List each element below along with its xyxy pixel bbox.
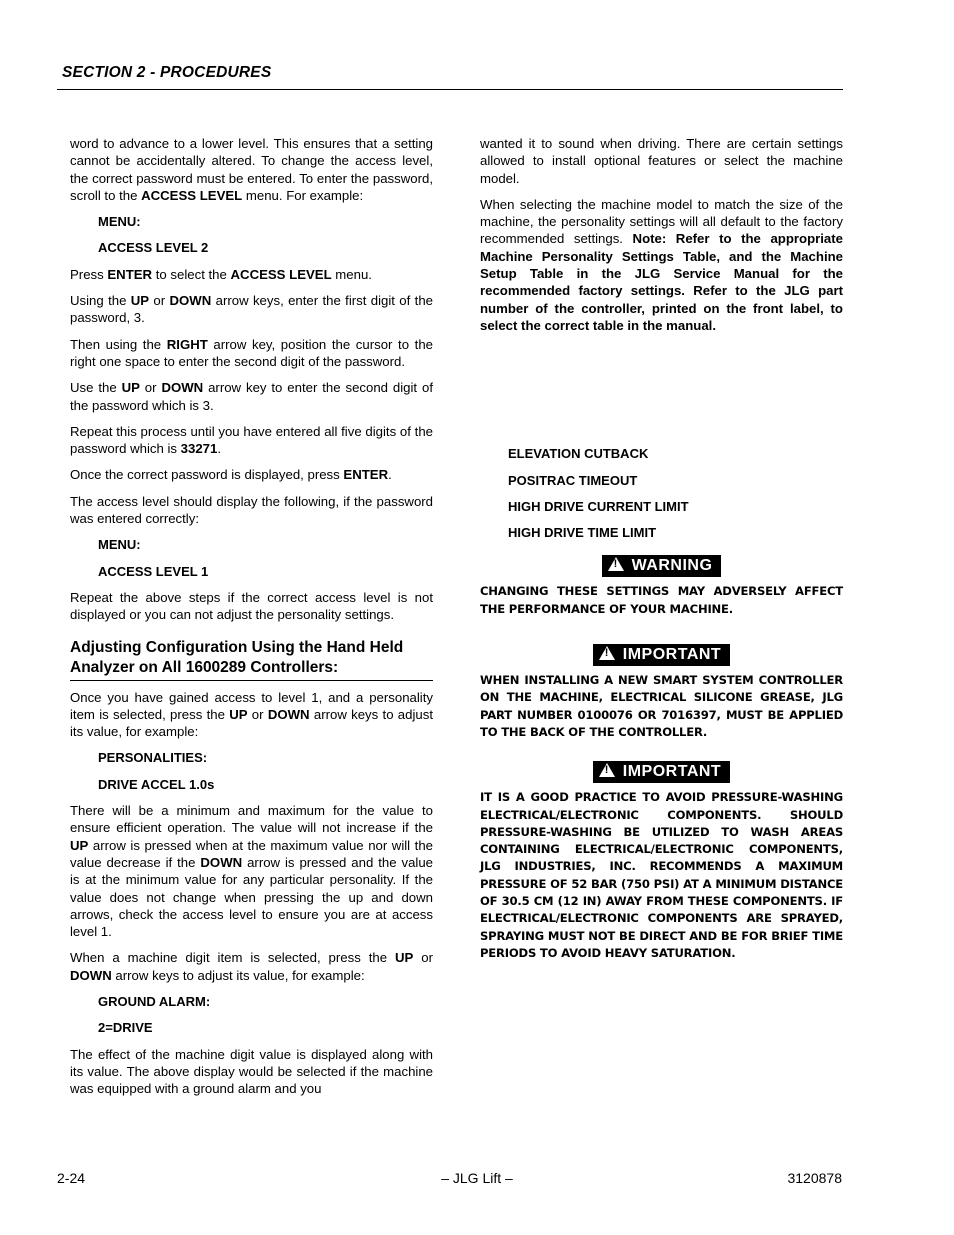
warning-triangle-icon (599, 763, 615, 777)
setting-item: POSITRAC TIMEOUT (508, 472, 638, 488)
section-header: SECTION 2 - PROCEDURES (62, 64, 272, 81)
paragraph: There will be a minimum and maximum for the value to ensure efficient operation. The value will not increase if the UP arrow is pressed when at the maximum value nor will the value decrease if the DOWN arrow is pressed and the value is at the minimum value for any particular personality. If the value does not change when pressing the up and down arrows, check the access level to ensure you are at access level 1. (70, 803, 433, 940)
paragraph: Then using the RIGHT arrow key, position the cursor to the right one space to enter the second digit of the password. (70, 336, 433, 369)
paragraph: Press ENTER to select the ACCESS LEVEL menu. (70, 266, 372, 282)
paragraph: The effect of the machine digit value is displayed along with its value. The above display would be selected if the machine was equipped with a ground alarm and you (70, 1046, 433, 1097)
paragraph: When a machine digit item is selected, press the UP or DOWN arrow keys to adjust its value, for example: (70, 950, 434, 983)
paragraph: wanted it to sound when driving. There are certain settings allowed to install optional features or select the machine model. (480, 136, 843, 186)
warning-triangle-icon (599, 646, 615, 660)
menu-line: ACCESS LEVEL 2 (98, 240, 209, 256)
paragraph: Once you have gained access to level 1, and a personality item is selected, press the UP or DOWN arrow keys to adjust its value, for example: (70, 689, 433, 740)
header-rule (57, 89, 843, 90)
warning-badge: !WARNING (602, 555, 722, 577)
menu-line: GROUND ALARM: (98, 993, 211, 1009)
important-badge: !IMPORTANT (593, 644, 730, 666)
menu-line: ACCESS LEVEL 1 (98, 563, 209, 579)
warning-text: CHANGING THESE SETTINGS MAY ADVERSELY AFFECT THE PERFORMANCE OF YOUR MACHINE. (480, 584, 843, 616)
paragraph: The access level should display the following, if the password was entered correctly: (70, 493, 433, 527)
paragraph: Using the UP or DOWN arrow keys, enter the first digit of the password, 3. (70, 293, 433, 326)
paragraph: word to advance to a lower level. This ensures that a setting cannot be accidentally altered. To change the access level, the correct password must be entered. To enter the password, scroll to the ACCESS LEVEL menu. For example: (70, 136, 433, 203)
menu-line: DRIVE ACCEL 1.0s (98, 776, 215, 792)
paragraph: Repeat this process until you have entered all five digits of the password which is 33271. (70, 423, 433, 457)
section-heading: Adjusting Configuration Using the Hand Held Analyzer on All 1600289 Controllers: (70, 638, 433, 681)
important-text: IT IS A GOOD PRACTICE TO AVOID PRESSURE-WASHING ELECTRICAL/ELECTRONIC COMPONENTS. SHOULD PRESSURE-WASHING BE UTILIZED TO WASH AREAS CONTAINING ELECTRICAL/ELECTRONIC COMPONENTS, JLG INDUSTRIES, INC. RECOMMENDS A MAXIMUM PRESSURE OF 52 BAR (750 PSI) AT A MINIMUM DISTANCE OF 30.5 CM (12 IN) AWAY FROM THESE COMPONENTS. IF ELECTRICAL/ELECTRONIC COMPONENTS ARE SPRAYED, SPRAYING MUST NOT BE DIRECT AND BE FOR BRIEF TIME PERIODS TO AVOID HEAVY SATURATION. (480, 790, 843, 960)
paragraph: Use the UP or DOWN arrow key to enter the second digit of the password which is 3. (70, 380, 433, 413)
blank-space (480, 343, 843, 445)
important-text: WHEN INSTALLING A NEW SMART SYSTEM CONTROLLER ON THE MACHINE, ELECTRICAL SILICONE GREASE, JLG PART NUMBER 0100076 OR 7016397, MUST BE APPLIED TO THE BACK OF THE CONTROLLER. (480, 673, 843, 739)
menu-line: MENU: (98, 214, 141, 230)
paragraph: When selecting the machine model to match the size of the machine, the personality settings will all default to the factory recommended settings. Note: Refer to the appropriate Machine Personality Settings Table, and the Machine Setup Table in the JLG Service Manual for the recommended factory settings. Refer to the JLG part number of the controller, printed on the front label, to select the correct table in the manual. (480, 196, 843, 333)
footer-title: – JLG Lift – (441, 1170, 513, 1186)
paragraph: Repeat the above steps if the correct access level is not displayed or you can not adjust the personality settings. (70, 589, 433, 623)
warning-triangle-icon (608, 557, 624, 571)
setting-item: HIGH DRIVE TIME LIMIT (508, 525, 657, 541)
page-number: 2-24 (57, 1170, 86, 1186)
setting-item: HIGH DRIVE CURRENT LIMIT (508, 498, 689, 514)
warning-banner (480, 555, 843, 577)
document-number: 3120878 (787, 1170, 842, 1186)
important-badge: !IMPORTANT (593, 761, 730, 783)
right-column (480, 135, 843, 971)
setting-item: ELEVATION CUTBACK (508, 446, 649, 462)
menu-line: PERSONALITIES: (98, 750, 208, 766)
menu-line: 2=DRIVE (98, 1020, 153, 1036)
important-banner (480, 644, 843, 666)
important-banner (480, 761, 843, 783)
left-column (70, 135, 433, 1106)
paragraph: Once the correct password is displayed, press ENTER. (70, 467, 392, 483)
menu-line: MENU: (98, 537, 141, 553)
